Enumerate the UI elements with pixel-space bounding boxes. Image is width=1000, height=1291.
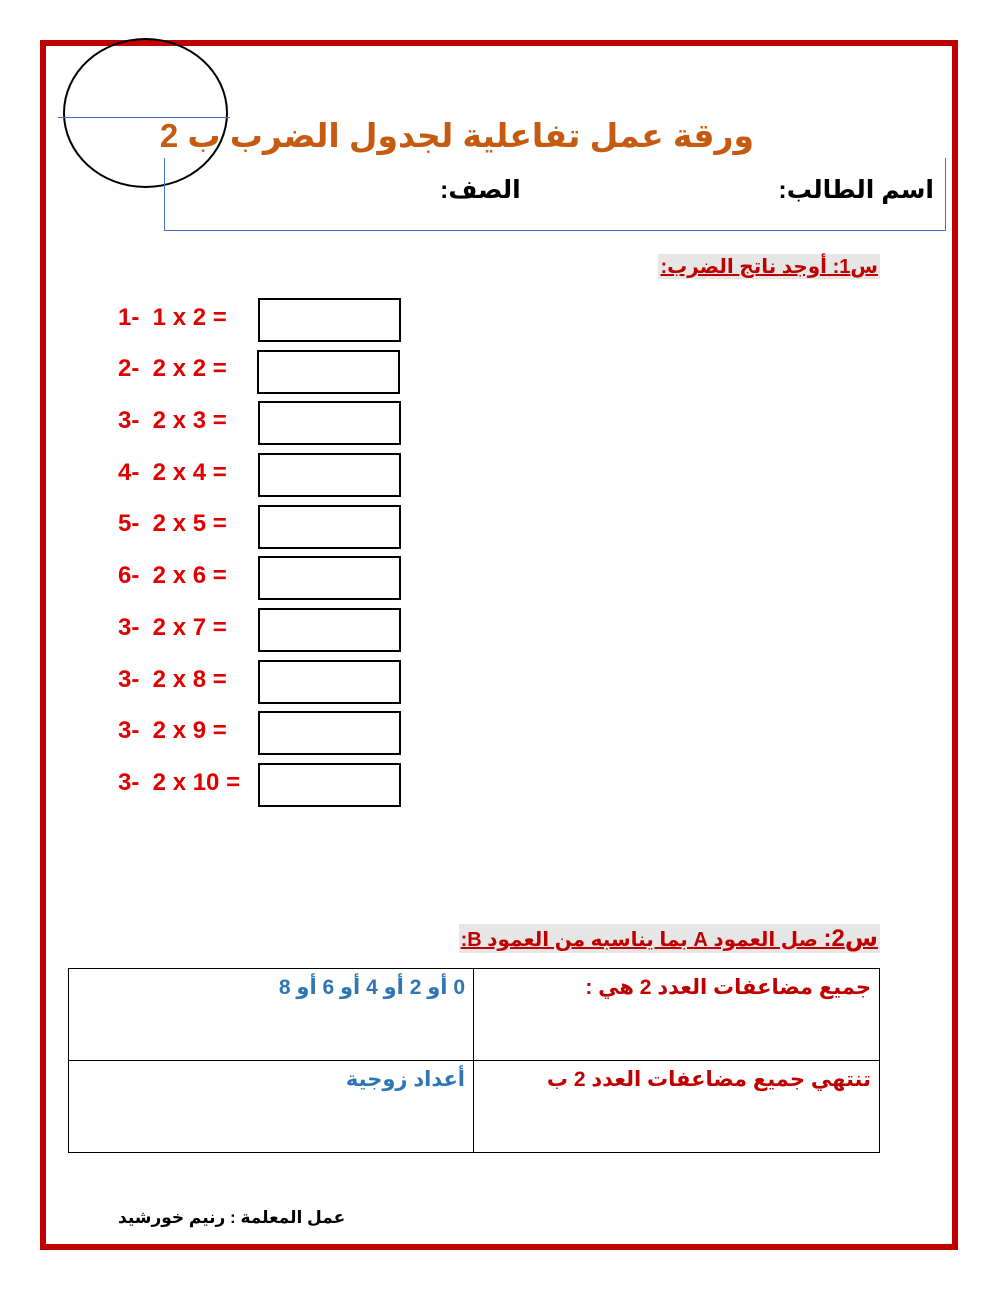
problem-label: 4- 2 x 4 = <box>118 459 227 486</box>
answer-box[interactable] <box>258 453 401 497</box>
answer-box[interactable] <box>258 711 401 755</box>
teacher-credit: عمل المعلمة : رنيم خورشيد <box>118 1208 346 1227</box>
answer-box[interactable] <box>257 350 400 394</box>
problem-label: 3- 2 x 3 = <box>118 407 227 434</box>
column-b-cell[interactable]: أعداد زوجية <box>69 1061 474 1153</box>
student-name-label: اسم الطالب: <box>778 176 934 204</box>
answer-box[interactable] <box>258 556 401 600</box>
table-row <box>69 969 880 1061</box>
problem-label: 3- 2 x 8 = <box>118 666 227 693</box>
matching-table <box>68 968 880 1153</box>
column-b-cell[interactable]: 0 أو 2 أو 4 أو 6 أو 8 <box>69 969 474 1061</box>
question-2-number: س2: <box>823 925 878 952</box>
problem-label: 3- 2 x 9 = <box>118 717 227 744</box>
answer-box[interactable] <box>258 608 401 652</box>
problem-label: 1- 1 x 2 = <box>118 304 227 331</box>
answer-box[interactable] <box>258 505 401 549</box>
problem-label: 2- 2 x 2 = <box>118 355 227 382</box>
answer-box[interactable] <box>258 660 401 704</box>
answer-box[interactable] <box>258 763 401 807</box>
question-2-text: صل العمود A بما يناسبه من العمود B: <box>460 929 824 951</box>
table-row <box>69 1061 880 1153</box>
column-a-cell: تنتهي جميع مضاعفات العدد 2 ب <box>474 1061 880 1153</box>
answer-box[interactable] <box>258 298 401 342</box>
problem-label: 3- 2 x 7 = <box>118 614 227 641</box>
question-1-heading: س1: أوجد ناتج الضرب: <box>660 256 878 278</box>
problem-label: 6- 2 x 6 = <box>118 562 227 589</box>
worksheet-title: ورقة عمل تفاعلية لجدول الضرب ب 2 <box>159 117 754 154</box>
problem-label: 3- 2 x 10 = <box>118 769 241 796</box>
column-a-cell: جميع مضاعفات العدد 2 هي : <box>474 969 880 1061</box>
answer-box[interactable] <box>258 401 401 445</box>
question-2-heading <box>459 924 880 953</box>
problem-label: 5- 2 x 5 = <box>118 510 227 537</box>
class-label: الصف: <box>440 176 521 204</box>
